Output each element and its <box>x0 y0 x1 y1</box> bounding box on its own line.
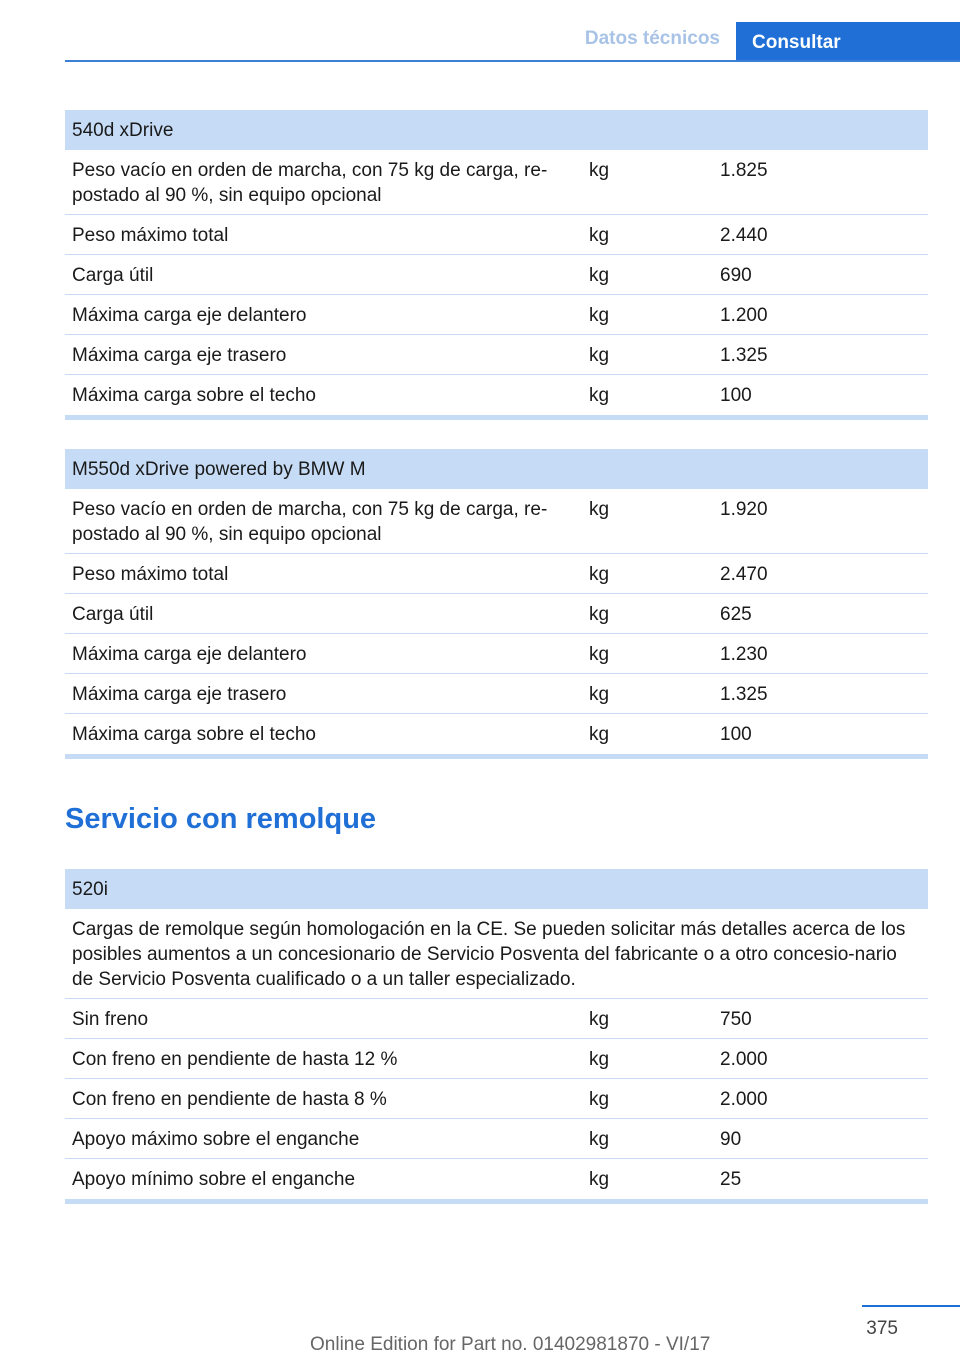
row-unit: kg <box>589 1169 610 1190</box>
section-title: Servicio con remolque <box>65 803 377 835</box>
row-value: 100 <box>720 724 752 745</box>
table-row <box>65 150 928 215</box>
table-row <box>65 714 928 754</box>
row-unit: kg <box>589 499 610 520</box>
row-unit: kg <box>589 684 610 705</box>
row-label: Con freno en pendiente de hasta 12 % <box>72 1049 398 1070</box>
table-row <box>65 634 928 674</box>
row-label: Máxima carga eje delantero <box>72 305 307 326</box>
row-label: Con freno en pendiente de hasta 8 % <box>72 1089 387 1110</box>
row-unit: kg <box>589 564 610 585</box>
table-row <box>65 295 928 335</box>
trailer-note: Cargas de remolque según homologación en la CE. Se pueden solicitar más detalles acerca de los posibles aumentos a un concesionario de Servicio Posventa del fabricante o a otro concesio-nario de Servicio Posventa cualificado o a un taller especializado. <box>72 919 906 990</box>
row-unit: kg <box>589 305 610 326</box>
table-row <box>65 594 928 634</box>
row-label: Peso vacío en orden de marcha, con 75 kg de carga, re-postado al 90 %, sin equipo opcional <box>72 160 548 206</box>
row-label: Peso máximo total <box>72 564 229 585</box>
row-unit: kg <box>589 1049 610 1070</box>
row-value: 2.000 <box>720 1089 768 1110</box>
row-label: Sin freno <box>72 1009 149 1030</box>
table-heading: 540d xDrive <box>65 110 928 150</box>
edition-footer: Online Edition for Part no. 01402981870 - VI/17 <box>310 1334 711 1355</box>
row-label: Apoyo máximo sobre el enganche <box>72 1129 360 1150</box>
row-value: 1.325 <box>720 684 768 705</box>
page-number: 375 <box>866 1318 898 1339</box>
table-row <box>65 674 928 714</box>
row-value: 100 <box>720 385 752 406</box>
row-unit: kg <box>589 1089 610 1110</box>
row-value: 2.000 <box>720 1049 768 1070</box>
table-row <box>65 489 928 554</box>
row-label: Carga útil <box>72 265 154 286</box>
table-row <box>65 255 928 295</box>
table-heading: 520i <box>65 869 928 909</box>
table-footer-bar <box>65 754 928 759</box>
table-row <box>65 999 928 1039</box>
row-unit: kg <box>589 225 610 246</box>
row-value: 1.825 <box>720 160 768 181</box>
row-unit: kg <box>589 1129 610 1150</box>
row-value: 1.200 <box>720 305 768 326</box>
row-label: Peso máximo total <box>72 225 229 246</box>
row-value: 1.920 <box>720 499 768 520</box>
weights-table-540d <box>65 110 928 420</box>
row-unit: kg <box>589 1009 610 1030</box>
row-unit: kg <box>589 345 610 366</box>
row-unit: kg <box>589 160 610 181</box>
row-value: 2.440 <box>720 225 768 246</box>
table-row <box>65 215 928 255</box>
row-value: 750 <box>720 1009 752 1030</box>
row-unit: kg <box>589 644 610 665</box>
table-row <box>65 1119 928 1159</box>
row-unit: kg <box>589 265 610 286</box>
table-footer-bar <box>65 1199 928 1204</box>
row-label: Carga útil <box>72 604 154 625</box>
row-label: Máxima carga sobre el techo <box>72 724 316 745</box>
section-label[interactable]: Datos técnicos <box>584 28 720 49</box>
page-number-rule <box>862 1305 960 1307</box>
row-value: 690 <box>720 265 752 286</box>
table-row <box>65 375 928 415</box>
header-divider <box>65 60 960 62</box>
row-value: 25 <box>720 1169 742 1190</box>
table-heading: M550d xDrive powered by BMW M <box>65 449 928 489</box>
row-label: Máxima carga eje trasero <box>72 684 287 705</box>
trailer-table-520i <box>65 869 928 1204</box>
row-value: 1.230 <box>720 644 768 665</box>
table-row <box>65 1039 928 1079</box>
table-footer-bar <box>65 415 928 420</box>
table-row <box>65 1079 928 1119</box>
row-unit: kg <box>589 604 610 625</box>
row-label: Máxima carga eje delantero <box>72 644 307 665</box>
page-header <box>65 0 960 62</box>
table-note-row <box>65 909 928 999</box>
table-row <box>65 335 928 375</box>
weights-table-m550d <box>65 449 928 759</box>
row-label: Peso vacío en orden de marcha, con 75 kg de carga, re-postado al 90 %, sin equipo opcional <box>72 499 548 545</box>
row-unit: kg <box>589 724 610 745</box>
table-row <box>65 1159 928 1199</box>
row-value: 2.470 <box>720 564 768 585</box>
row-label: Máxima carga eje trasero <box>72 345 287 366</box>
row-value: 625 <box>720 604 752 625</box>
row-value: 1.325 <box>720 345 768 366</box>
table-row <box>65 554 928 594</box>
row-value: 90 <box>720 1129 742 1150</box>
row-label: Máxima carga sobre el techo <box>72 385 316 406</box>
row-label: Apoyo mínimo sobre el enganche <box>72 1169 356 1190</box>
row-unit: kg <box>589 385 610 406</box>
consult-tab[interactable]: Consultar <box>736 22 960 62</box>
